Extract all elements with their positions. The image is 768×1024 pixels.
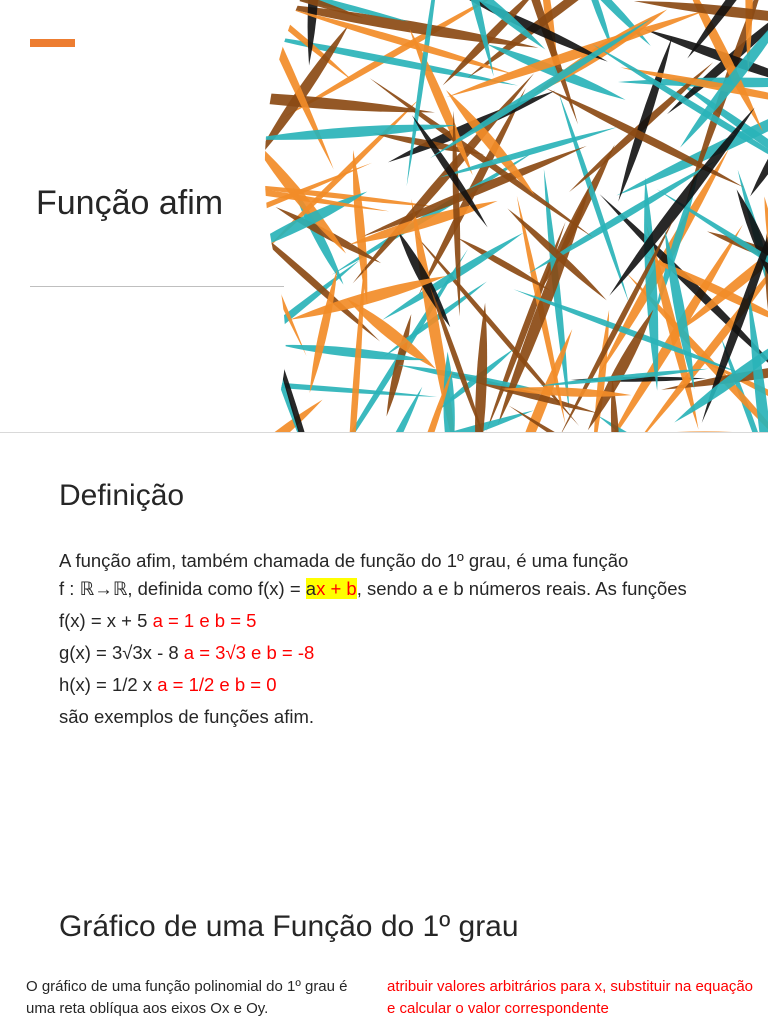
definition-suffix: , sendo a e b números reais. As funções	[356, 578, 687, 599]
slide-title: Gráfico de uma Função do 1º grau	[59, 910, 519, 943]
example-params: a = 1 e b = 5	[152, 610, 257, 631]
left-text: O gráfico de uma função polinomial do 1º grau é uma reta oblíqua aos eixos Ox e Oy.	[26, 978, 348, 1017]
definition-formula	[59, 575, 709, 603]
example-params: a = 1/2 e b = 0	[157, 674, 277, 695]
example-line	[59, 639, 709, 667]
title-divider	[30, 286, 284, 287]
definition-body	[59, 547, 709, 731]
coefficient-a: a	[305, 578, 317, 599]
example-line	[59, 607, 709, 635]
closing-text: são exemplos de funções afim.	[59, 706, 315, 727]
definition-intro: A função afim, também chamada de função do 1º grau, é uma função	[59, 550, 629, 571]
slide-title: Definição	[59, 479, 185, 512]
graph-slide	[0, 866, 768, 1024]
example-expression: g(x) = 3√3x - 8	[59, 642, 184, 663]
title-slide	[0, 0, 768, 432]
example-line	[59, 671, 709, 699]
slide-title: Função afim	[36, 184, 224, 222]
definition-slide	[0, 433, 768, 865]
formula-rest: x + b	[316, 578, 357, 599]
right-text: atribuir valores arbitrários para x, substituir na equação e calcular o valor correspondente	[387, 978, 754, 1017]
example-expression: h(x) = 1/2 x	[59, 674, 158, 695]
example-expression: f(x) = x + 5	[59, 610, 153, 631]
example-params: a = 3√3 e b = -8	[183, 642, 315, 663]
highlight-a	[306, 578, 357, 599]
accent-bar	[30, 39, 75, 47]
definition-prefix: f : ℝ→ℝ, definida como f(x) =	[59, 578, 306, 599]
